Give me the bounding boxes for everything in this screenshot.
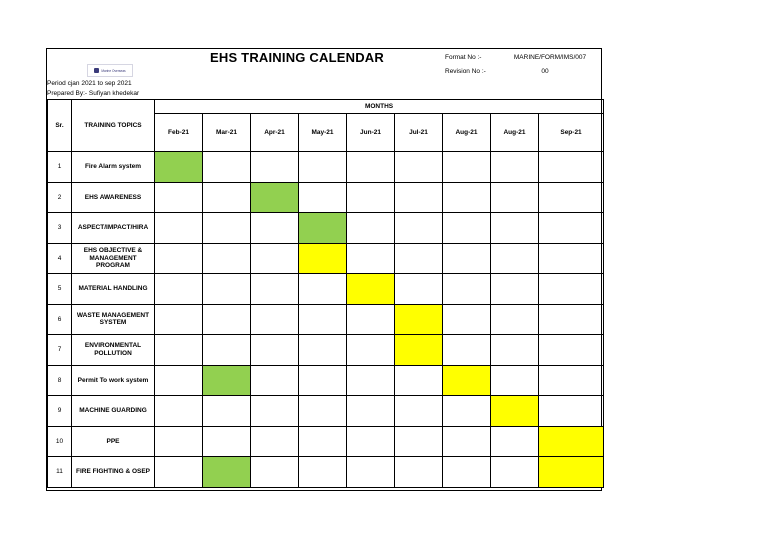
calendar-cell <box>443 335 491 366</box>
calendar-cell <box>539 213 604 244</box>
calendar-cell <box>251 396 299 427</box>
company-logo <box>87 64 133 77</box>
table-row <box>48 152 604 183</box>
calendar-cell <box>251 426 299 457</box>
calendar-cell <box>539 152 604 183</box>
training-topic: EHS AWARENESS <box>72 182 155 213</box>
month-header: Aug-21 <box>443 114 491 152</box>
month-header: Jun-21 <box>347 114 395 152</box>
calendar-cell <box>443 152 491 183</box>
calendar-cell <box>347 457 395 488</box>
row-number: 9 <box>48 396 72 427</box>
calendar-cell <box>443 213 491 244</box>
calendar-cell <box>347 365 395 396</box>
calendar-cell <box>251 152 299 183</box>
row-number: 8 <box>48 365 72 396</box>
calendar-cell <box>155 304 203 335</box>
calendar-cell <box>491 365 539 396</box>
calendar-cell <box>203 335 251 366</box>
calendar-cell <box>395 213 443 244</box>
sheet-title: EHS TRAINING CALENDAR <box>210 50 384 65</box>
calendar-cell <box>299 426 347 457</box>
training-topic: ENVIRONMENTAL POLLUTION <box>72 335 155 366</box>
calendar-cell <box>251 243 299 274</box>
month-header: Sep-21 <box>539 114 604 152</box>
calendar-cell <box>299 274 347 305</box>
scheduled-cell-yellow <box>299 243 347 274</box>
scheduled-cell-yellow <box>347 274 395 305</box>
scheduled-cell-green <box>155 152 203 183</box>
scheduled-cell-green <box>203 457 251 488</box>
sheet-header <box>47 49 601 99</box>
month-header: May-21 <box>299 114 347 152</box>
calendar-cell <box>155 396 203 427</box>
calendar-cell <box>491 304 539 335</box>
topics-header: TRAINING TOPICS <box>72 100 155 152</box>
row-number: 5 <box>48 274 72 305</box>
prepared-by-text: Prepared By:- Sufiyan khedekar <box>47 90 140 97</box>
calendar-cell <box>443 396 491 427</box>
scheduled-cell-yellow <box>395 335 443 366</box>
row-number: 7 <box>48 335 72 366</box>
revision-label: Revision No :- <box>445 68 486 75</box>
month-header: Mar-21 <box>203 114 251 152</box>
calendar-cell <box>155 457 203 488</box>
calendar-cell <box>347 152 395 183</box>
months-group-header: MONTHS <box>155 100 604 114</box>
training-topic: EHS OBJECTIVE & MANAGEMENT PROGRAM <box>72 243 155 274</box>
calendar-cell <box>443 457 491 488</box>
calendar-cell <box>347 396 395 427</box>
format-value: MARINE/FORM/IMS/007 <box>513 54 587 61</box>
calendar-cell <box>347 213 395 244</box>
ehs-training-sheet <box>46 48 602 491</box>
table-row <box>48 182 604 213</box>
row-number: 4 <box>48 243 72 274</box>
training-topic: Fire Alarm system <box>72 152 155 183</box>
table-row <box>48 426 604 457</box>
sr-header: Sr. <box>48 100 72 152</box>
calendar-cell <box>251 335 299 366</box>
table-row <box>48 213 604 244</box>
calendar-cell <box>347 243 395 274</box>
row-number: 6 <box>48 304 72 335</box>
calendar-cell <box>155 335 203 366</box>
scheduled-cell-green <box>203 365 251 396</box>
training-topic: Permit To work system <box>72 365 155 396</box>
calendar-cell <box>443 182 491 213</box>
revision-value: 00 <box>541 68 549 75</box>
calendar-cell <box>491 335 539 366</box>
row-number: 10 <box>48 426 72 457</box>
calendar-cell <box>299 396 347 427</box>
logo-mark-icon <box>94 68 99 73</box>
scheduled-cell-yellow <box>395 304 443 335</box>
training-topic: ASPECT/IMPACT/HIRA <box>72 213 155 244</box>
calendar-cell <box>443 426 491 457</box>
calendar-cell <box>347 182 395 213</box>
month-header: Aug-21 <box>491 114 539 152</box>
table-row <box>48 457 604 488</box>
scheduled-cell-green <box>299 213 347 244</box>
table-row <box>48 243 604 274</box>
calendar-cell <box>395 274 443 305</box>
calendar-cell <box>299 304 347 335</box>
calendar-cell <box>251 365 299 396</box>
month-header: Jul-21 <box>395 114 443 152</box>
calendar-cell <box>443 274 491 305</box>
calendar-cell <box>539 335 604 366</box>
calendar-cell <box>299 457 347 488</box>
calendar-cell <box>155 365 203 396</box>
table-row <box>48 335 604 366</box>
calendar-cell <box>203 213 251 244</box>
calendar-cell <box>395 182 443 213</box>
row-number: 3 <box>48 213 72 244</box>
calendar-cell <box>539 182 604 213</box>
calendar-cell <box>299 335 347 366</box>
scheduled-cell-green <box>251 182 299 213</box>
calendar-cell <box>251 274 299 305</box>
calendar-cell <box>203 274 251 305</box>
table-row <box>48 304 604 335</box>
logo-text: Marine Overseas <box>101 68 126 73</box>
calendar-cell <box>251 213 299 244</box>
calendar-cell <box>347 426 395 457</box>
training-topic: WASTE MANAGEMENT SYSTEM <box>72 304 155 335</box>
calendar-cell <box>299 182 347 213</box>
calendar-cell <box>203 426 251 457</box>
calendar-cell <box>155 182 203 213</box>
calendar-cell <box>395 365 443 396</box>
calendar-cell <box>395 152 443 183</box>
table-row <box>48 396 604 427</box>
calendar-cell <box>539 304 604 335</box>
calendar-cell <box>395 243 443 274</box>
table-row <box>48 365 604 396</box>
calendar-cell <box>539 243 604 274</box>
calendar-cell <box>347 335 395 366</box>
row-number: 1 <box>48 152 72 183</box>
calendar-cell <box>443 243 491 274</box>
calendar-cell <box>203 152 251 183</box>
calendar-cell <box>491 213 539 244</box>
calendar-cell <box>299 365 347 396</box>
training-calendar-table <box>47 99 604 488</box>
calendar-cell <box>203 304 251 335</box>
calendar-cell <box>155 426 203 457</box>
scheduled-cell-yellow <box>539 457 604 488</box>
calendar-cell <box>539 365 604 396</box>
calendar-cell <box>491 274 539 305</box>
row-number: 2 <box>48 182 72 213</box>
calendar-cell <box>491 182 539 213</box>
calendar-cell <box>299 152 347 183</box>
scheduled-cell-yellow <box>491 396 539 427</box>
calendar-cell <box>155 213 203 244</box>
row-number: 11 <box>48 457 72 488</box>
month-header: Apr-21 <box>251 114 299 152</box>
calendar-cell <box>491 243 539 274</box>
scheduled-cell-yellow <box>539 426 604 457</box>
calendar-cell <box>491 152 539 183</box>
calendar-cell <box>491 457 539 488</box>
training-topic: MACHINE GUARDING <box>72 396 155 427</box>
calendar-cell <box>155 243 203 274</box>
calendar-cell <box>251 304 299 335</box>
period-text: Period cjan 2021 to sep 2021 <box>47 80 132 87</box>
scheduled-cell-yellow <box>443 365 491 396</box>
format-label: Format No :- <box>445 54 482 61</box>
calendar-cell <box>491 426 539 457</box>
calendar-cell <box>539 274 604 305</box>
calendar-cell <box>155 274 203 305</box>
month-header: Feb-21 <box>155 114 203 152</box>
calendar-cell <box>395 396 443 427</box>
calendar-cell <box>203 243 251 274</box>
table-row <box>48 274 604 305</box>
calendar-cell <box>395 457 443 488</box>
calendar-cell <box>203 182 251 213</box>
calendar-cell <box>539 396 604 427</box>
calendar-cell <box>251 457 299 488</box>
calendar-cell <box>443 304 491 335</box>
training-topic: PPE <box>72 426 155 457</box>
training-topic: FIRE FIGHTING & OSEP <box>72 457 155 488</box>
calendar-cell <box>395 426 443 457</box>
training-topic: MATERIAL HANDLING <box>72 274 155 305</box>
calendar-cell <box>203 396 251 427</box>
calendar-cell <box>347 304 395 335</box>
